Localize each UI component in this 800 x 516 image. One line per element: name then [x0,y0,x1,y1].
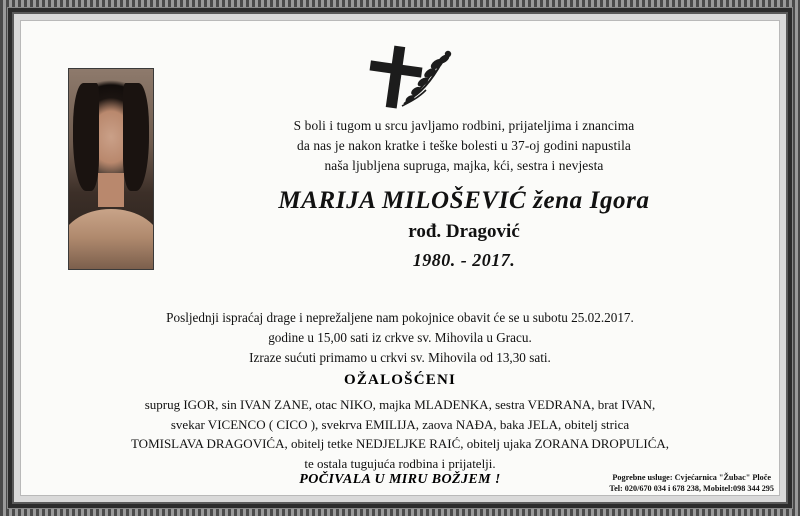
intro-block [170,116,758,271]
imprint-line-2: Tel: 020/670 034 i 678 238, Mobitel:098 344 295 [609,483,774,493]
imprint-line-1: Pogrebne usluge: Cvjećarnica "Žubac" Ploče [612,472,771,482]
portrait-hair-right [123,83,149,191]
funeral-details [36,308,764,367]
portrait-hair-left [73,83,99,191]
mourners-line-3: TOMISLAVA DRAGOVIĆA, obitelj tetke NEDJELJKE RAIĆ, obitelj ujaka ZORANA DROPULIĆA, [130,436,670,451]
portrait-neck [98,173,124,207]
funeral-service-imprint [609,472,774,494]
mourners-heading: OŽALOŠĆENI [343,372,457,388]
portrait-photo [68,68,154,270]
funeral-line-2: godine u 15,00 sati iz crkve sv. Mihovila u Gracu. [268,329,532,345]
notice-content [20,20,780,496]
mourners-line-2: svekar VICENCO ( CICO ), svekrva EMILIJA, zaova NAĐA, baka JELA, obitelj strica [170,416,630,432]
mourners-line-1: suprug IGOR, sin IVAN ZANE, otac NIKO, majka MLADENKA, sestra VEDRANA, brat IVAN, [144,397,656,412]
deceased-maiden-name: rođ. Dragović [408,221,520,243]
notice-paper [20,20,780,496]
cross-with-flowers-icon [338,44,478,116]
intro-line-1: S boli i tugom u srcu javljamo rodbini, prijateljima i znancima [293,118,635,133]
funeral-line-1: Posljednji ispraćaj drage i neprežaljene nam pokojnice obavit će se u subotu 25.02.2017. [166,310,634,325]
deceased-name: MARIJA MILOŠEVIĆ žena Igora [278,187,650,215]
mourners-line-4: te ostala tugujuća rodbina i prijatelji. [304,455,496,471]
closing-blessing: POČIVALA U MIRU BOŽJEM ! [299,472,501,487]
funeral-line-3: Izraze sućuti primamo u crkvi sv. Mihovila od 13,30 sati. [249,349,551,365]
mourners-list [32,395,768,473]
portrait-photo-image [69,69,153,269]
portrait-shoulders [68,209,154,270]
intro-line-3: naša ljubljena supruga, majka, kći, sestra i nevjesta [324,157,604,173]
intro-line-2: da nas je nakon kratke i teške bolesti u 37-oj godini napustila [297,137,631,153]
deceased-years: 1980. - 2017. [412,250,516,271]
